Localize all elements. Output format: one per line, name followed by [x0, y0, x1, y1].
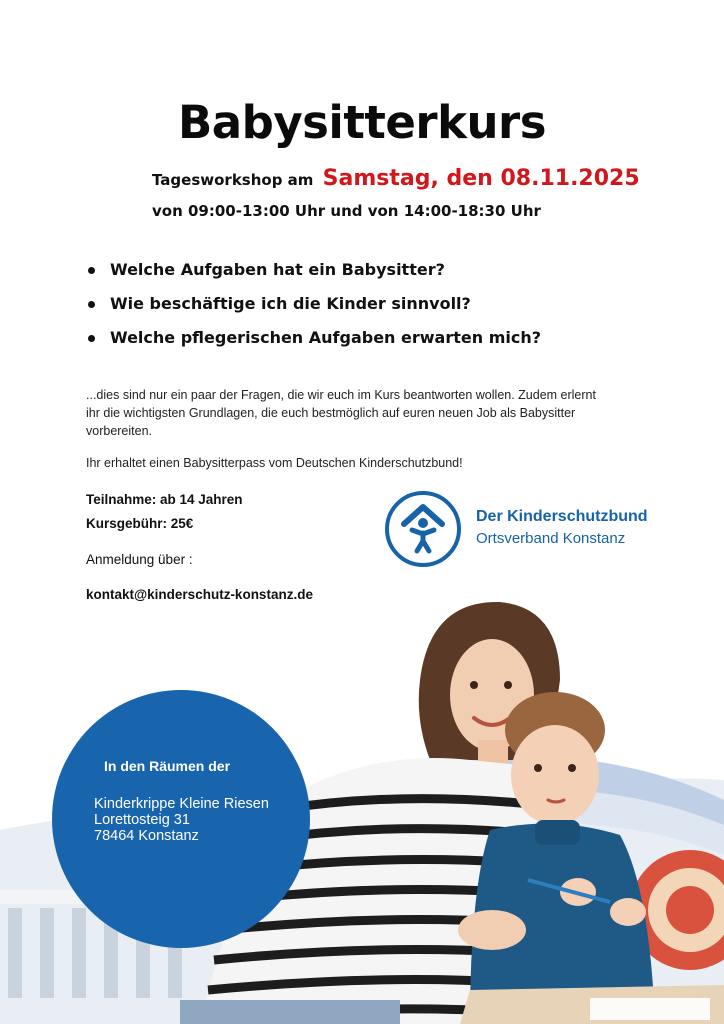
course-fee: Kursgebühr: 25€ — [86, 516, 194, 531]
registration-label: Anmeldung über : — [86, 552, 193, 567]
location-circle — [52, 690, 310, 948]
logo-subtitle: Ortsverband Konstanz — [476, 530, 626, 547]
workshop-date-line — [152, 166, 640, 191]
kinderschutzbund-logo — [382, 488, 672, 570]
question-list — [88, 258, 541, 360]
list-item: Welche Aufgaben hat ein Babysitter? — [88, 258, 541, 292]
workshop-prefix: Tagesworkshop am — [152, 171, 314, 189]
location-address — [94, 796, 269, 844]
house-child-icon — [382, 488, 464, 570]
location-street: Lorettosteig 31 — [94, 812, 190, 828]
age-requirement: Teilnahme: ab 14 Jahren — [86, 492, 243, 507]
logo-title: Der Kinderschutzbund — [476, 508, 648, 525]
workshop-date: Samstag, den 08.11.2025 — [322, 166, 640, 191]
location-city: 78464 Konstanz — [94, 828, 199, 844]
certificate-note: Ihr erhaltet einen Babysitterpass vom Deutschen Kinderschutzbund! — [86, 456, 463, 470]
intro-paragraph: ...dies sind nur ein paar der Fragen, die wir euch im Kurs beantworten wollen. Zudem erlernt ihr die wichtigsten Grundlagen, die euch bestmöglich auf euren neuen Job als Babysitter vorbereiten. — [86, 388, 596, 438]
location-heading: In den Räumen der — [104, 758, 231, 774]
page-title: Babysitterkurs — [177, 96, 547, 149]
workshop-times: von 09:00-13:00 Uhr und von 14:00-18:30 Uhr — [152, 202, 541, 220]
list-item: Welche pflegerischen Aufgaben erwarten mich? — [88, 326, 541, 360]
contact-email-link[interactable]: kontakt@kinderschutz-konstanz.de — [86, 587, 313, 602]
list-item: Wie beschäftige ich die Kinder sinnvoll? — [88, 292, 541, 326]
location-name: Kinderkrippe Kleine Riesen — [94, 796, 269, 812]
